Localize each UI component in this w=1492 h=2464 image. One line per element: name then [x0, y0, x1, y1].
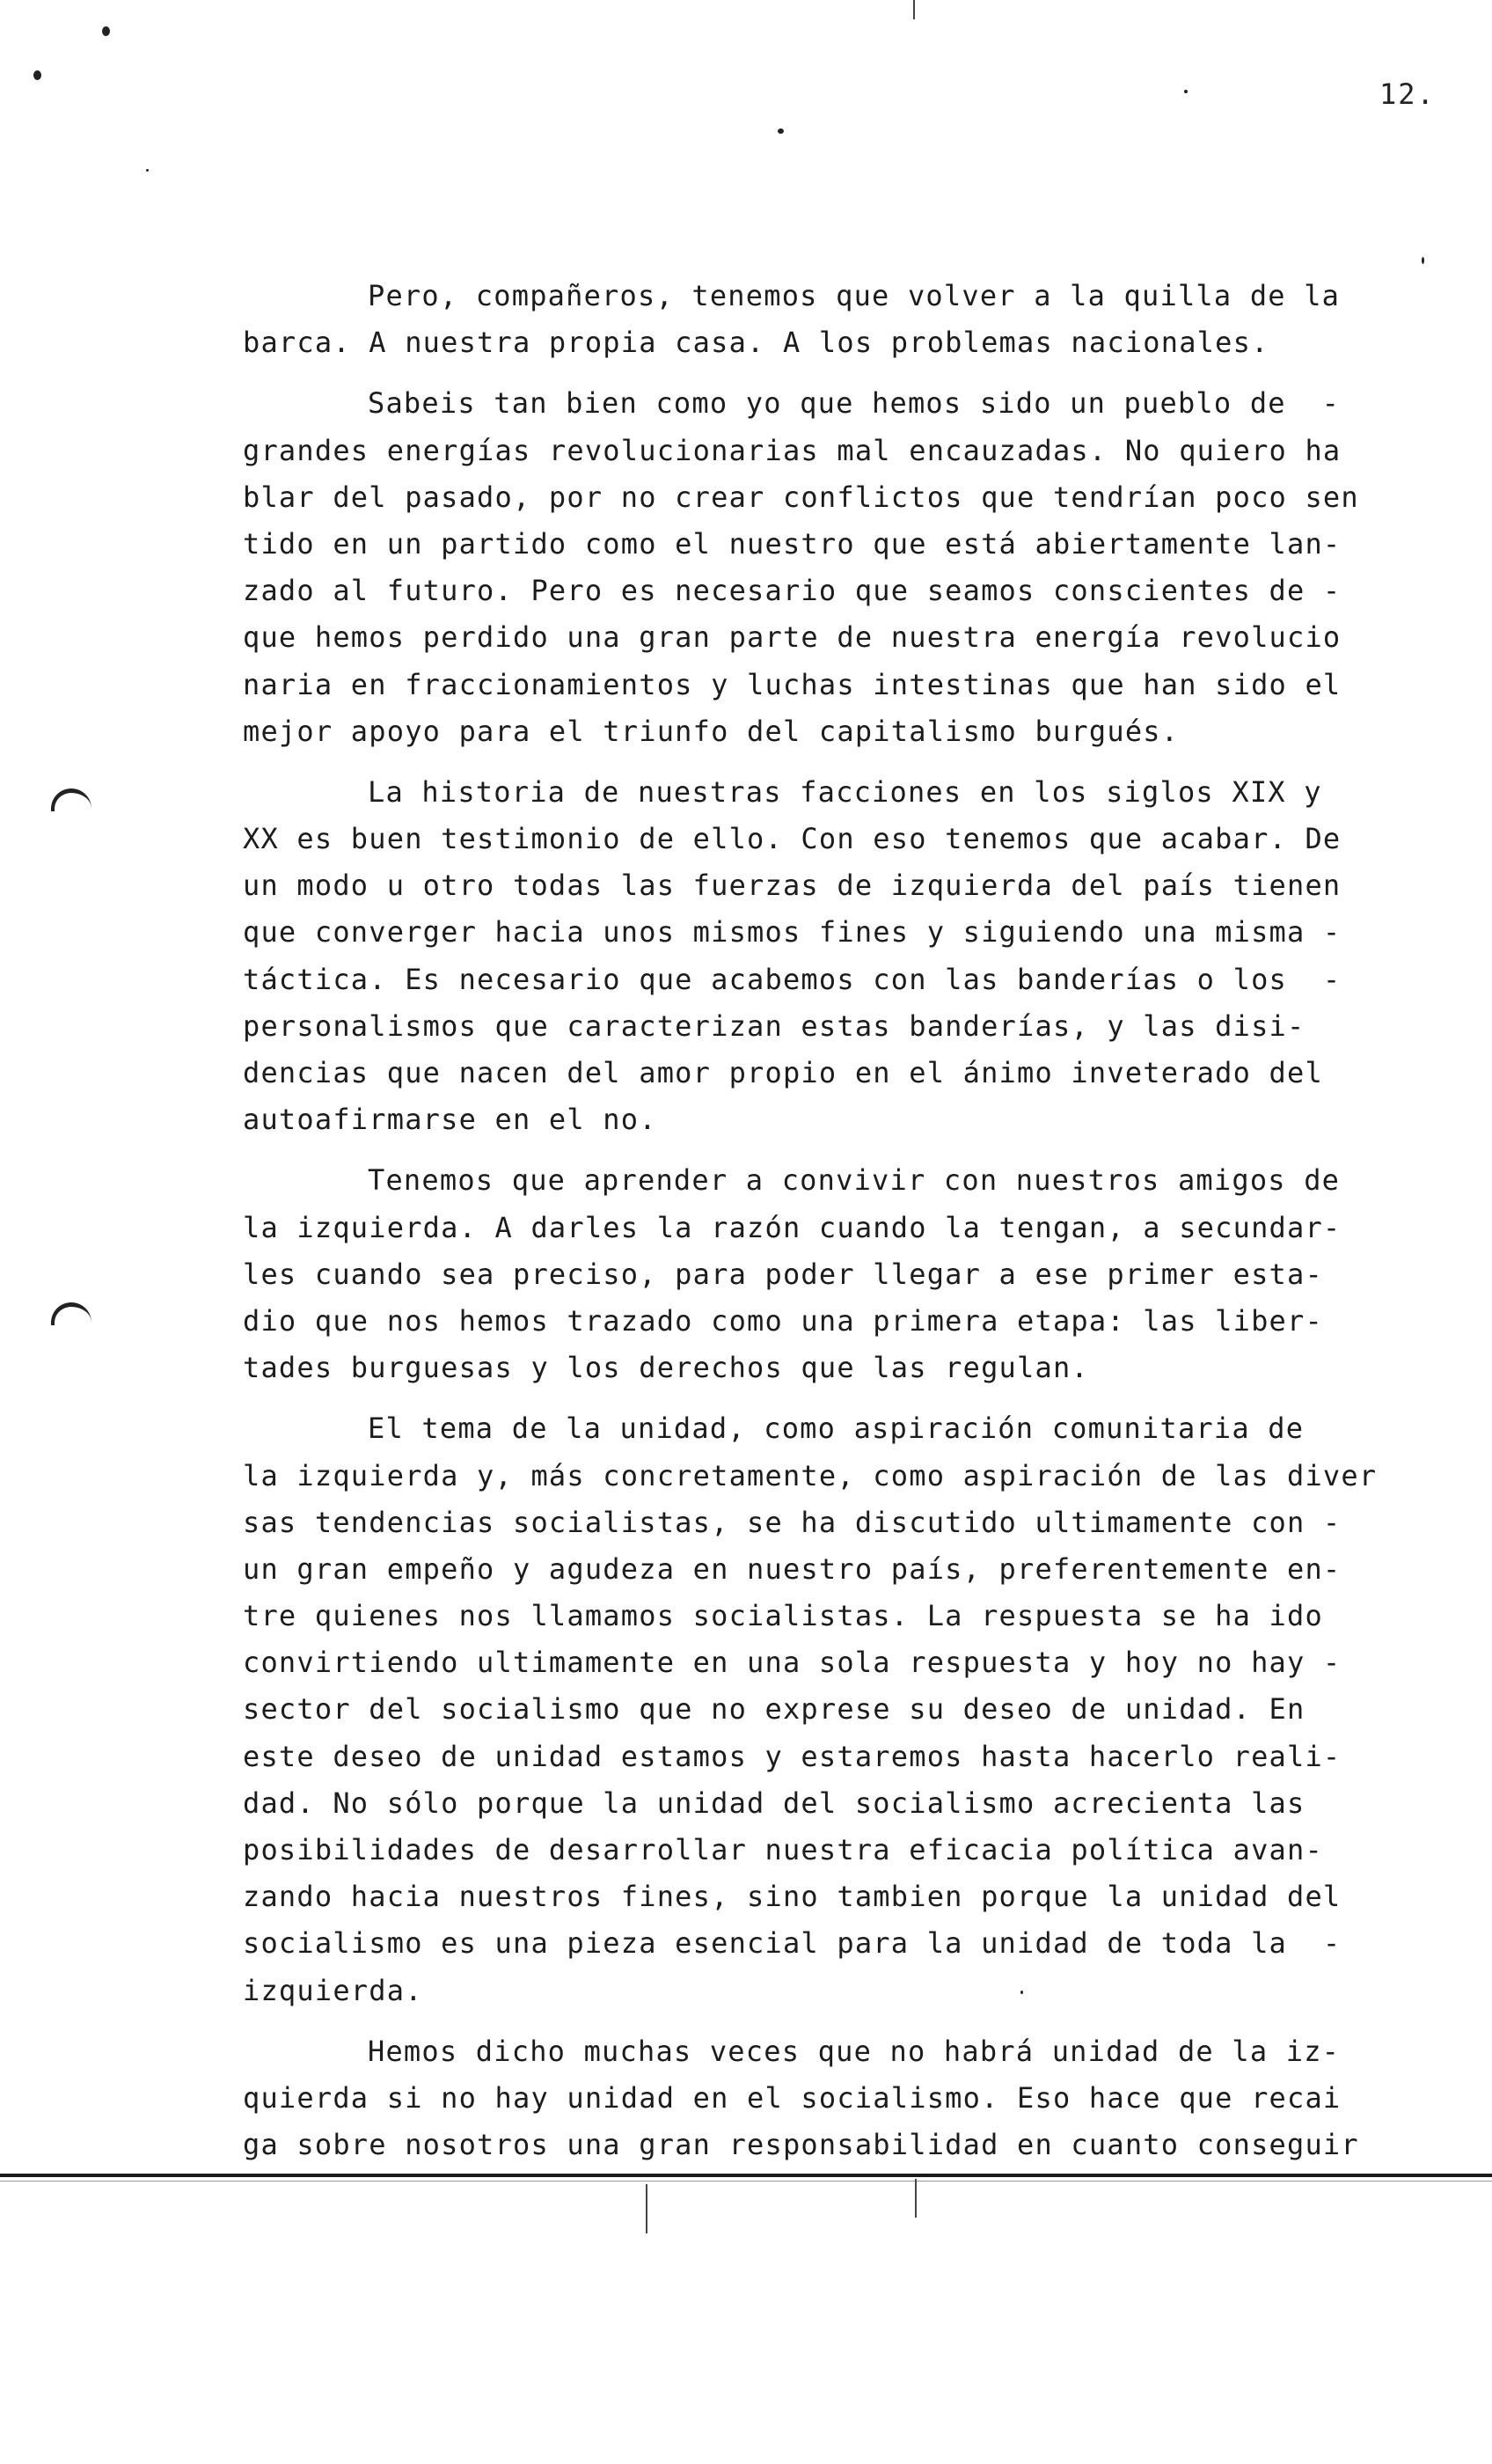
text-line: dad. No sólo porque la unidad del socialismo acrecienta las [243, 1786, 1306, 1820]
text-line: sector del socialismo que no exprese su deseo de unidad. En [243, 1692, 1306, 1727]
binding-tick [915, 2179, 917, 2218]
ink-speck [33, 70, 41, 80]
text-line: izquierda. [243, 1973, 423, 2007]
text-line: posibilidades de desarrollar nuestra eficacia política avan- [243, 1833, 1323, 1866]
text-line: táctica. Es necesario que acabemos con las banderías o los - [243, 962, 1342, 996]
text-line: sas tendencias socialistas, se ha discutido ultimamente con - [243, 1505, 1342, 1539]
text-line: blar del pasado, por no crear conflictos que tendrían poco sen [243, 480, 1359, 514]
text-line: que hemos perdido una gran parte de nuestra energía revolucio [243, 620, 1342, 655]
text-line: un gran empeño y agudeza en nuestro país, preferentemente en- [243, 1551, 1342, 1586]
text-line: personalismos que caracterizan estas banderías, y las disi- [243, 1008, 1306, 1043]
text-line: quierda si no hay unidad en el socialismo. Eso hace que recai [243, 2080, 1342, 2115]
text-line: dio que nos hemos trazado como una primera etapa: las liber- [243, 1303, 1323, 1338]
paragraph-first-line: La historia de nuestras facciones en los siglos XIX y [368, 774, 1322, 809]
text-line: este deseo de unidad estamos y estaremos hasta hacerlo reali- [243, 1739, 1342, 1773]
paragraph-gap [243, 1143, 1404, 1157]
paragraph-first-line: Hemos dicho muchas veces que no habrá unidad de la iz- [368, 2034, 1341, 2068]
paragraph-first-line: Tenemos que aprender a convivir con nuestros amigos de [368, 1163, 1341, 1198]
text-line: mejor apoyo para el triunfo del capitalismo burgués. [243, 714, 1180, 748]
paragraph-gap [243, 1391, 1404, 1405]
text-line: un modo u otro todas las fuerzas de izquierda del país tienen [243, 869, 1342, 903]
text-line: ga sobre nosotros una gran responsabilidad en cuanto conseguir [243, 2128, 1359, 2162]
ink-speck [778, 128, 784, 134]
page-number: 12. [1379, 77, 1436, 111]
text-line: autoafirmarse en el no. [243, 1103, 657, 1137]
body-text [243, 273, 1404, 2168]
binding-tick [913, 0, 915, 19]
margin-mark [51, 788, 91, 811]
paragraph-gap [243, 755, 1404, 769]
text-line: naria en fraccionamientos y luchas intestinas que han sido el [243, 667, 1342, 701]
paragraph-gap [243, 366, 1404, 380]
bottom-rule [0, 2174, 1492, 2177]
paragraph-first-line: El tema de la unidad, como aspiración comunitaria de [368, 1412, 1305, 1446]
text-line: dencias que nacen del amor propio en el ánimo inveterado del [243, 1056, 1323, 1089]
margin-mark [51, 1302, 91, 1325]
text-line: socialismo es una pieza esencial para la unidad de toda la - [243, 1926, 1342, 1961]
text-line: tades burguesas y los derechos que las regulan. [243, 1351, 1089, 1385]
text-line: tre quienes nos llamamos socialistas. La respuesta se ha ido [243, 1599, 1323, 1633]
text-line: XX es buen testimonio de ello. Con eso tenemos que acabar. De [243, 822, 1342, 856]
text-line: convirtiendo ultimamente en una sola respuesta y hoy no hay - [243, 1646, 1342, 1680]
text-line: tido en un partido como el nuestro que está abiertamente lan- [243, 526, 1342, 561]
paragraph-first-line: Pero, compañeros, tenemos que volver a la quilla de la [368, 279, 1341, 312]
ink-speck [1422, 257, 1424, 264]
ink-speck [102, 26, 110, 36]
paragraph-gap [243, 2014, 1404, 2028]
text-line: la izquierda. A darles la razón cuando la tengan, a secundar- [243, 1210, 1342, 1244]
binding-tick [646, 2184, 647, 2233]
text-line: zando hacia nuestros fines, sino tambien porque la unidad del [243, 1880, 1342, 1914]
text-line: la izquierda y, más concretamente, como aspiración de las diver [243, 1458, 1378, 1492]
text-line: que converger hacia unos mismos fines y siguiendo una misma - [243, 915, 1342, 950]
text-line: zado al futuro. Pero es necesario que seamos conscientes de - [243, 574, 1342, 608]
text-line: barca. A nuestra propia casa. A los problemas nacionales. [243, 326, 1269, 360]
paragraph-first-line: Sabeis tan bien como yo que hemos sido un pueblo de - [368, 386, 1341, 421]
text-line: les cuando sea preciso, para poder llegar a ese primer esta- [243, 1257, 1323, 1291]
ink-speck [1184, 90, 1188, 93]
ink-speck [146, 169, 149, 172]
text-line: grandes energías revolucionarias mal encauzadas. No quiero ha [243, 433, 1342, 467]
bottom-rule-shadow [0, 2181, 1492, 2182]
